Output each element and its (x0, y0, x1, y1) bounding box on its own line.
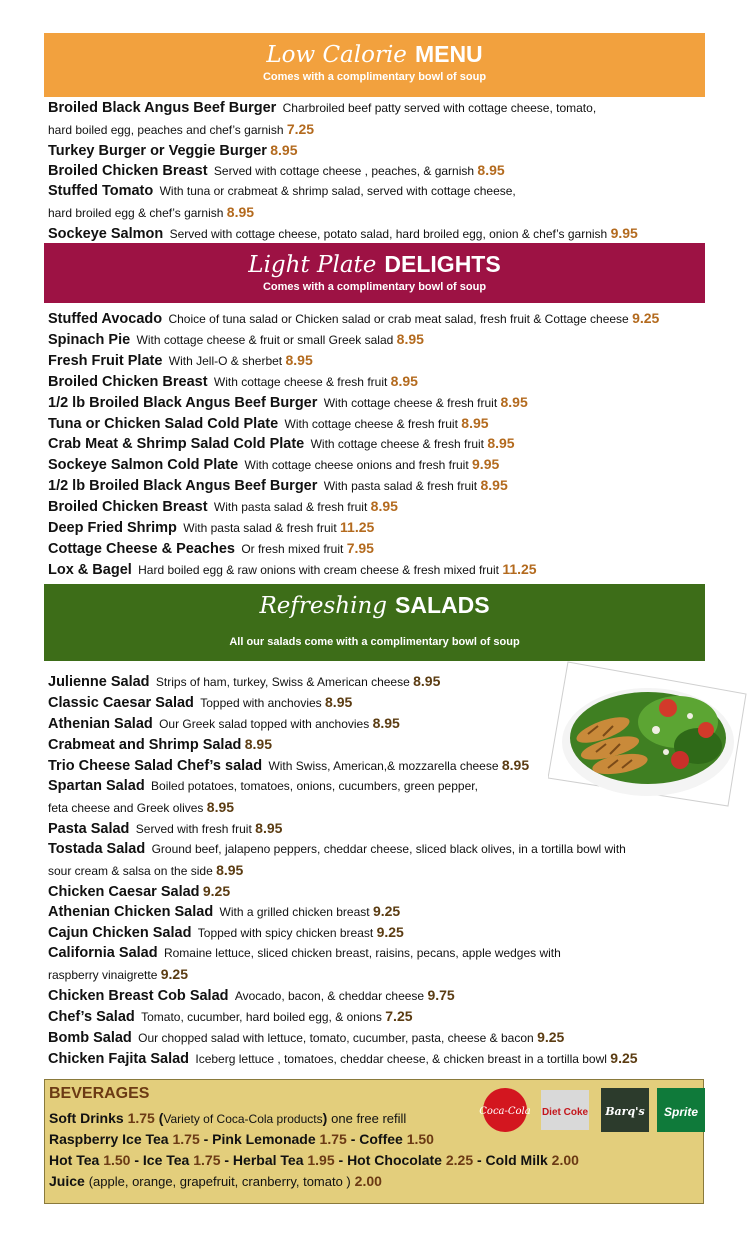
item-price: 8.95 (370, 498, 398, 515)
item-description: With pasta salad & fresh fruit (213, 500, 368, 515)
item-description: Hard boiled egg & raw onions with cream cheese & fresh mixed fruit (138, 562, 499, 577)
menu-item (48, 559, 537, 580)
menu-item (48, 413, 489, 434)
beverage-name: - Herbal Tea (224, 1152, 304, 1168)
item-description: Served with cottage cheese , peaches, & garnish (213, 164, 475, 179)
beverage-refill: one free refill (331, 1111, 407, 1126)
section-title-caps: MENU (414, 41, 483, 67)
item-description: raspberry vinaigrette (48, 968, 158, 983)
item-name: Broiled Chicken Breast (48, 373, 208, 390)
menu-item (48, 839, 626, 859)
item-description: Strips of ham, turkey, Swiss & American cheese (155, 675, 410, 689)
logo-text: Coca-Cola (479, 1106, 531, 1117)
beverage-price: 2.00 (551, 1152, 579, 1168)
item-name: Chicken Fajita Salad (48, 1051, 190, 1068)
menu-item (48, 671, 440, 692)
item-price: 11.25 (502, 560, 537, 577)
item-description: Choice of tuna salad or Chicken salad or crab meat salad, fresh fruit & Cottage cheese (168, 312, 629, 326)
item-name: Sockeye Salmon Cold Plate (48, 457, 239, 474)
item-description: Served with fresh fruit (135, 821, 252, 836)
item-price: 11.25 (340, 519, 375, 535)
menu-item (48, 496, 398, 517)
menu-item (48, 223, 638, 244)
item-price: 9.25 (610, 1050, 638, 1067)
item-name: Fresh Fruit Plate (48, 352, 163, 369)
item-description: With cottage cheese onions and fresh fruit (244, 458, 469, 473)
beverage-price: 1.75 (172, 1131, 200, 1147)
coca-cola-logo (479, 1086, 531, 1134)
menu-item (48, 734, 272, 755)
menu-item (48, 392, 528, 413)
item-description: feta cheese and Greek olives (48, 800, 204, 815)
item-price: 7.25 (286, 120, 315, 137)
item-price: 8.95 (255, 819, 283, 836)
item-description: With cottage cheese & fresh fruit (213, 374, 388, 389)
item-price: 8.95 (325, 693, 353, 710)
item-price: 8.95 (206, 798, 235, 815)
item-description: Or fresh mixed fruit (241, 541, 344, 556)
item-name: Broiled Chicken Breast (48, 499, 208, 516)
diet-coke-logo (539, 1086, 591, 1134)
item-description: Iceberg lettuce , tomatoes, cheddar cheese, & chicken breast in a tortilla bowl (195, 1052, 607, 1067)
menu-item (48, 901, 400, 922)
beverage-name: Juice (49, 1173, 85, 1189)
item-name: Broiled Black Angus Beef Burger (48, 100, 277, 116)
item-name: Athenian Chicken Salad (48, 904, 214, 921)
section-title-caps: DELIGHTS (384, 251, 501, 277)
menu-item (48, 454, 499, 475)
menu-item (48, 308, 659, 329)
item-description: sour cream & salsa on the side (48, 863, 213, 878)
item-description: With cottage cheese & fresh fruit (323, 395, 498, 410)
item-name: Trio Cheese Salad Chef’s salad (48, 757, 263, 774)
item-description: With cottage cheese & fruit or small Greek salad (136, 332, 394, 347)
item-price: 9.75 (427, 987, 455, 1004)
section-subtitle: All our salads come with a complimentary bowl of soup (229, 636, 520, 648)
item-name: Chef’s Salad (48, 1009, 135, 1026)
item-description: With a grilled chicken breast (219, 905, 370, 920)
menu-item-continued (48, 119, 314, 140)
beverage-line-teas (49, 1131, 434, 1147)
item-description: Our chopped salad with lettuce, tomato, cucumber, pasta, cheese & bacon (138, 1031, 534, 1046)
menu-item (48, 517, 374, 538)
item-price: 9.25 (202, 882, 231, 899)
item-name: Classic Caesar Salad (48, 694, 194, 711)
item-name: Stuffed Avocado (48, 311, 163, 327)
beverage-price: 1.75 (193, 1152, 221, 1168)
item-name: Sockeye Salmon (48, 225, 164, 242)
item-description: Ground beef, jalapeno peppers, cheddar cheese, sliced black olives, in a tortilla bowl with (151, 841, 626, 856)
menu-item (48, 713, 400, 734)
menu-item (48, 371, 418, 392)
menu-item (48, 922, 404, 943)
menu-item (48, 1048, 638, 1069)
logo-text: Diet Coke (541, 1107, 589, 1118)
item-name: Cottage Cheese & Peaches (48, 540, 235, 557)
menu-item (48, 181, 516, 201)
item-description: hard broiled egg & chef’s garnish (48, 206, 224, 220)
menu-item (48, 755, 529, 776)
item-description: Avocado, bacon, & cheddar cheese (234, 989, 425, 1004)
item-description: hard boiled egg, peaches and chef’s garnish (48, 122, 284, 137)
item-name: Broiled Chicken Breast (48, 163, 208, 180)
barqs-logo (599, 1086, 651, 1134)
beverage-line-hot (49, 1152, 579, 1168)
item-name: Lox & Bagel (48, 561, 132, 578)
menu-item (48, 98, 596, 118)
item-price: 9.25 (160, 966, 188, 983)
section-title-caps: SALADS (395, 592, 490, 618)
menu-item (48, 329, 424, 350)
beverage-name: Hot Tea (49, 1152, 100, 1168)
item-description: Topped with anchovies (200, 695, 322, 710)
menu-item (48, 881, 230, 902)
item-price: 9.25 (376, 924, 404, 941)
item-price: 8.95 (500, 393, 528, 410)
item-description: With Swiss, American,& mozzarella cheese (268, 758, 499, 773)
beverage-paren: ) (322, 1110, 328, 1126)
item-price: 9.25 (372, 903, 401, 920)
item-description: With pasta salad & fresh fruit (323, 479, 478, 494)
item-name: Athenian Salad (48, 715, 153, 732)
item-price: 8.95 (372, 714, 400, 731)
section-title-script: Light Plate (248, 252, 377, 278)
beverage-name: - Coffee (350, 1131, 403, 1147)
beverage-name: - Cold Milk (477, 1152, 548, 1168)
salads-banner (44, 584, 705, 661)
menu-item-continued (48, 202, 254, 223)
item-name: Spinach Pie (48, 331, 131, 348)
menu-item-continued (48, 964, 188, 985)
item-price: 8.95 (480, 477, 508, 494)
item-price: 7.95 (346, 539, 374, 556)
item-description: Romaine lettuce, sliced chicken breast, raisins, pecans, apple wedges with (163, 946, 561, 961)
beverage-line-soft-drinks (49, 1110, 406, 1126)
beverage-line-juice (49, 1173, 382, 1189)
logo-text: Sprite (663, 1105, 699, 1119)
item-name: Julienne Salad (48, 674, 150, 690)
section-title-script: Low Calorie (266, 42, 407, 68)
item-price: 8.95 (477, 162, 505, 179)
menu-item (48, 985, 455, 1006)
item-price: 8.95 (390, 372, 418, 389)
beverage-price: 1.95 (307, 1152, 335, 1168)
menu-item (48, 475, 508, 496)
menu-item (48, 1027, 564, 1048)
item-description: With pasta salad & fresh fruit (183, 521, 337, 535)
beverage-name: Soft Drinks (49, 1110, 124, 1126)
item-price: 8.95 (270, 141, 298, 158)
menu-item-continued (48, 797, 234, 818)
item-name: Chicken Caesar Salad (48, 883, 200, 900)
beverage-name: Raspberry Ice Tea (49, 1131, 169, 1147)
item-description: Our Greek salad topped with anchovies (159, 716, 370, 731)
item-description: With Jell-O & sherbet (168, 353, 283, 368)
item-name: 1/2 lb Broiled Black Angus Beef Burger (48, 394, 318, 411)
item-description: Tomato, cucumber, hard boiled egg, & onions (141, 1010, 386, 1025)
item-description: With cottage cheese & fresh fruit (310, 437, 484, 452)
item-price: 9.25 (632, 310, 660, 326)
menu-item (48, 943, 561, 963)
beverage-note: (apple, orange, grapefruit, cranberry, tomato ) (88, 1174, 351, 1189)
item-price: 8.95 (396, 330, 424, 347)
item-description: With tuna or crabmeat & shrimp salad, served with cottage cheese, (159, 184, 516, 199)
beverage-price: 1.75 (319, 1131, 347, 1147)
low-calorie-banner (44, 33, 705, 97)
item-description: Served with cottage cheese, potato salad, hard broiled egg, onion & chef’s garnish (169, 226, 608, 241)
item-description: Topped with spicy chicken breast (197, 926, 374, 941)
item-name: Turkey Burger or Veggie Burger (48, 142, 267, 159)
beverage-price: 2.25 (445, 1152, 474, 1168)
beverage-price: 1.50 (406, 1131, 434, 1147)
beverage-paren: ( (158, 1110, 164, 1126)
menu-item-continued (48, 860, 243, 881)
beverage-price: 1.75 (127, 1110, 155, 1126)
menu-item (48, 160, 505, 181)
menu-item (48, 1006, 413, 1027)
light-plate-banner (44, 243, 705, 303)
beverages-title: BEVERAGES (49, 1085, 150, 1102)
item-name: Deep Fried Shrimp (48, 520, 177, 536)
beverage-name: - Ice Tea (134, 1152, 190, 1168)
item-name: 1/2 lb Broiled Black Angus Beef Burger (48, 478, 318, 495)
logo-text: Barq's (605, 1105, 645, 1118)
item-price: 9.95 (610, 224, 638, 241)
beverage-name: - Hot Chocolate (338, 1152, 442, 1168)
menu-item (48, 538, 374, 559)
item-price: 8.95 (285, 351, 313, 368)
menu-item (48, 776, 478, 796)
item-name: California Salad (48, 945, 158, 962)
beverage-price: 1.50 (103, 1152, 131, 1168)
section-subtitle: Comes with a complimentary bowl of soup (262, 71, 487, 83)
item-name: Stuffed Tomato (48, 183, 154, 200)
menu-item (48, 433, 515, 454)
beverages-box (44, 1079, 704, 1204)
item-price: 8.95 (413, 673, 441, 689)
item-name: Crab Meat & Shrimp Salad Cold Plate (48, 436, 305, 453)
item-name: Chicken Breast Cob Salad (48, 988, 229, 1005)
item-description: Charbroiled beef patty served with cottage cheese, tomato, (282, 101, 597, 115)
section-title-script: Refreshing (259, 593, 387, 619)
item-price: 8.95 (461, 414, 489, 431)
item-price: 8.95 (226, 204, 255, 220)
item-name: Spartan Salad (48, 777, 145, 794)
beverage-name: - Pink Lemonade (203, 1131, 316, 1147)
item-name: Bomb Salad (48, 1030, 132, 1047)
item-description: With cottage cheese & fresh fruit (284, 416, 458, 431)
menu-item (48, 350, 313, 371)
item-name: Cajun Chicken Salad (48, 925, 192, 942)
beverage-note: Variety of Coca-Cola products (163, 1112, 323, 1126)
item-price: 8.95 (244, 735, 272, 752)
menu-item (48, 818, 282, 839)
item-description: Boiled potatoes, tomatoes, onions, cucumbers, green pepper, (151, 778, 478, 793)
item-name: Tuna or Chicken Salad Cold Plate (48, 415, 279, 432)
menu-item (48, 140, 298, 161)
item-name: Pasta Salad (48, 820, 130, 837)
item-name: Crabmeat and Shrimp Salad (48, 736, 242, 753)
item-price: 8.95 (487, 435, 515, 452)
item-price: 9.95 (472, 456, 500, 473)
item-name: Tostada Salad (48, 840, 146, 857)
menu-item (48, 692, 352, 713)
item-price: 9.25 (537, 1029, 565, 1046)
section-subtitle: Comes with a complimentary bowl of soup (262, 281, 487, 293)
item-price: 7.25 (385, 1008, 413, 1025)
item-price: 8.95 (216, 861, 244, 878)
beverage-price: 2.00 (354, 1173, 382, 1189)
item-price: 8.95 (501, 756, 530, 773)
salad-photo (548, 660, 748, 808)
sprite-logo (655, 1086, 707, 1134)
